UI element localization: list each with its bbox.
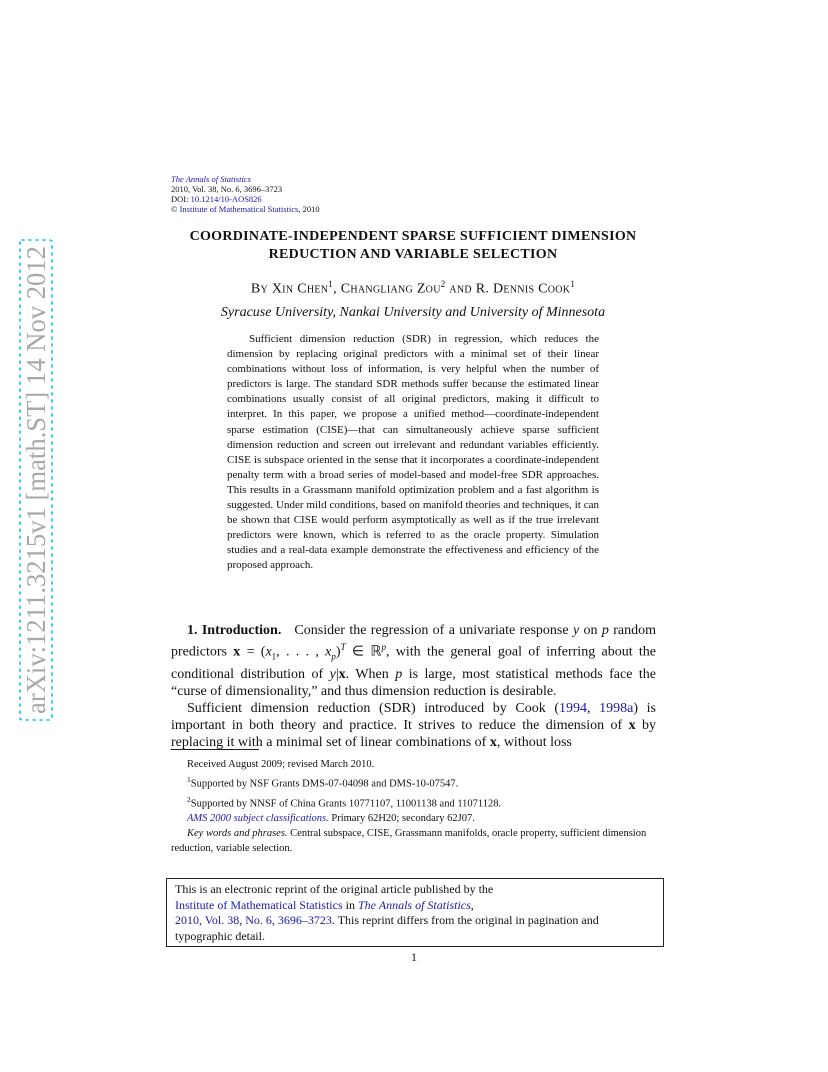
author-separator: ,	[333, 281, 341, 297]
ams-link[interactable]: AMS 2000 subject classifications.	[187, 813, 329, 824]
copyright-icon: ©	[171, 204, 178, 214]
text: on	[579, 623, 602, 638]
subscript: 1	[271, 651, 277, 662]
footnote-mark: 1	[328, 279, 334, 289]
text: , without loss	[496, 735, 572, 751]
section-heading: 1. Introduction.	[187, 623, 282, 638]
footnote-text: Supported by NNSF of China Grants 10771107, 11001138 and 11071128.	[190, 798, 502, 809]
ims-link[interactable]: Institute of Mathematical Statistics	[179, 204, 299, 214]
text: , . . . ,	[276, 644, 326, 660]
abstract: Sufficient dimension reduction (SDR) in regression, which reduces the dimension by replacing original predictors with a minimal set of their linear combinations without loss of information, is very helpful when the number of predictors is large. The standard SDR methods suffer because the estimated linear combinations usually consist of all original predictors, making it difficult to interpret. In this paper, we propose a unified method—coordinate-independent sparse estimation (CISE)—that can simultaneously achieve sparse sufficient dimension reduction and screen out irrelevant and redundant variables efficiently. CISE is subspace oriented in the sense that it incorporates a coordinate-independent penalty term with a broad series of model-based and model-free SDR approaches. This results in a Grassmann manifold optimization problem and a fast algorithm is suggested. Under mild conditions, based on manifold theories and techniques, it can be shown that CISE would perform asymptotically as well as if the true irrelevant predictors were known, which is referred to as the oracle property. Simulation studies and a real-data example demonstrate the effectiveness and efficiency of the proposed approach.	[227, 333, 599, 572]
reprint-text: ,	[470, 897, 474, 912]
footnote-mark: 2	[440, 279, 446, 289]
footnote-1	[171, 772, 656, 792]
text: is large, most statistical methods face the “curse of dimensionality,” and thus dimension reduction is desirable.	[171, 666, 656, 699]
author-and: and	[445, 281, 476, 297]
math-var: x	[325, 644, 332, 660]
citation-link[interactable]: 1994	[559, 700, 588, 716]
text: Sufficient dimension reduction (SDR) introduced by Cook (	[187, 700, 560, 716]
footnotes	[171, 757, 656, 856]
ams-text: Primary 62H20; secondary 62J07.	[328, 813, 475, 824]
math-vector: x	[338, 666, 346, 682]
footnote-rule	[171, 749, 259, 750]
superscript: p	[381, 642, 386, 653]
text: |	[335, 666, 339, 682]
author-list	[140, 279, 686, 298]
arxiv-stamp-graphic	[16, 240, 56, 720]
text: by replacing it with a minimal set of linear combinations of	[171, 717, 656, 751]
math-var: p	[601, 623, 609, 638]
keywords-text: Central subspace, CISE, Grassmann manifolds, oracle property, sufficient dimension reduction, variable selection.	[171, 828, 647, 854]
affiliations: Syracuse University, Nankai University and University of Minnesota	[220, 305, 606, 320]
author-name: Changliang Zou	[340, 281, 441, 297]
reprint-text: . This reprint differs from the original in pagination and typographic detail.	[175, 913, 599, 943]
author-name: Xin Chen	[271, 281, 329, 297]
reprint-notice	[166, 878, 664, 947]
math-var: p	[395, 666, 403, 682]
math-var: y	[329, 666, 336, 682]
subscript: p	[331, 651, 336, 662]
doi-link[interactable]: 10.1214/10-AOS826	[190, 194, 262, 204]
intro-section	[171, 622, 656, 751]
page-number: 1	[411, 950, 417, 964]
footnote-mark: 1	[570, 279, 576, 289]
keywords-label: Key words and phrases.	[187, 828, 288, 839]
reprint-text: This is an electronic reprint of the original article published by the	[175, 882, 494, 896]
intro-paragraph-2	[171, 700, 656, 751]
text: )	[335, 644, 341, 660]
text: , with the general goal of inferring about the conditional distribution of	[171, 644, 657, 682]
text: ,	[587, 700, 600, 716]
text: ∈ ℝ	[345, 644, 382, 660]
arxiv-side-stamp	[16, 240, 56, 720]
math-vector: x	[628, 717, 636, 733]
by-label: By	[250, 281, 272, 297]
arxiv-identifier: arXiv:1211.3215v1 [math.ST] 14 Nov 2012	[21, 239, 51, 714]
journal-name-link[interactable]: The Annals of Statistics	[171, 174, 251, 184]
ims-link[interactable]: Institute of Mathematical Statistics	[175, 897, 343, 912]
footnote-mark: 2	[187, 794, 191, 804]
superscript: T	[340, 642, 346, 653]
journal-header	[171, 174, 320, 214]
received-note: Received August 2009; revised March 2010.	[187, 759, 375, 770]
math-vector: x	[489, 735, 497, 751]
intro-paragraph-1	[171, 622, 656, 700]
doi-line	[171, 194, 320, 204]
text: = (	[240, 644, 266, 660]
doi-label: DOI:	[171, 194, 191, 204]
title-line-1: COORDINATE-INDEPENDENT SPARSE SUFFICIENT DIMENSION	[189, 229, 637, 244]
journal-link[interactable]: The Annals of Statistics	[357, 897, 471, 912]
math-var: y	[572, 623, 580, 638]
text: . When	[345, 666, 396, 682]
ams-classification	[171, 811, 656, 826]
copyright-year: , 2010	[298, 204, 320, 214]
text: random predictors	[171, 623, 657, 660]
text: Consider the regression of a univariate response	[294, 623, 573, 638]
paper-title	[140, 228, 686, 264]
volume-link[interactable]: 2010, Vol. 38, No. 6, 3696–3723	[175, 913, 332, 927]
copyright-line	[171, 204, 320, 214]
footnote-2	[171, 792, 656, 812]
text: ) is important in both theory and practice. It strives to reduce the dimension of	[171, 700, 657, 733]
reprint-text: in	[342, 897, 358, 912]
author-name: R. Dennis Cook	[475, 281, 571, 297]
keywords	[171, 826, 656, 856]
citation-link[interactable]: 1998a	[599, 700, 634, 716]
math-vector: x	[233, 644, 241, 660]
footnote-mark: 1	[187, 775, 191, 784]
journal-volume: 2010, Vol. 38, No. 6, 3696–3723	[171, 184, 283, 194]
footnote-text: Supported by NSF Grants DMS-07-04098 and DMS-10-07547.	[190, 778, 459, 790]
math-var: x	[265, 644, 272, 660]
title-line-2: REDUCTION AND VARIABLE SELECTION	[268, 247, 558, 262]
